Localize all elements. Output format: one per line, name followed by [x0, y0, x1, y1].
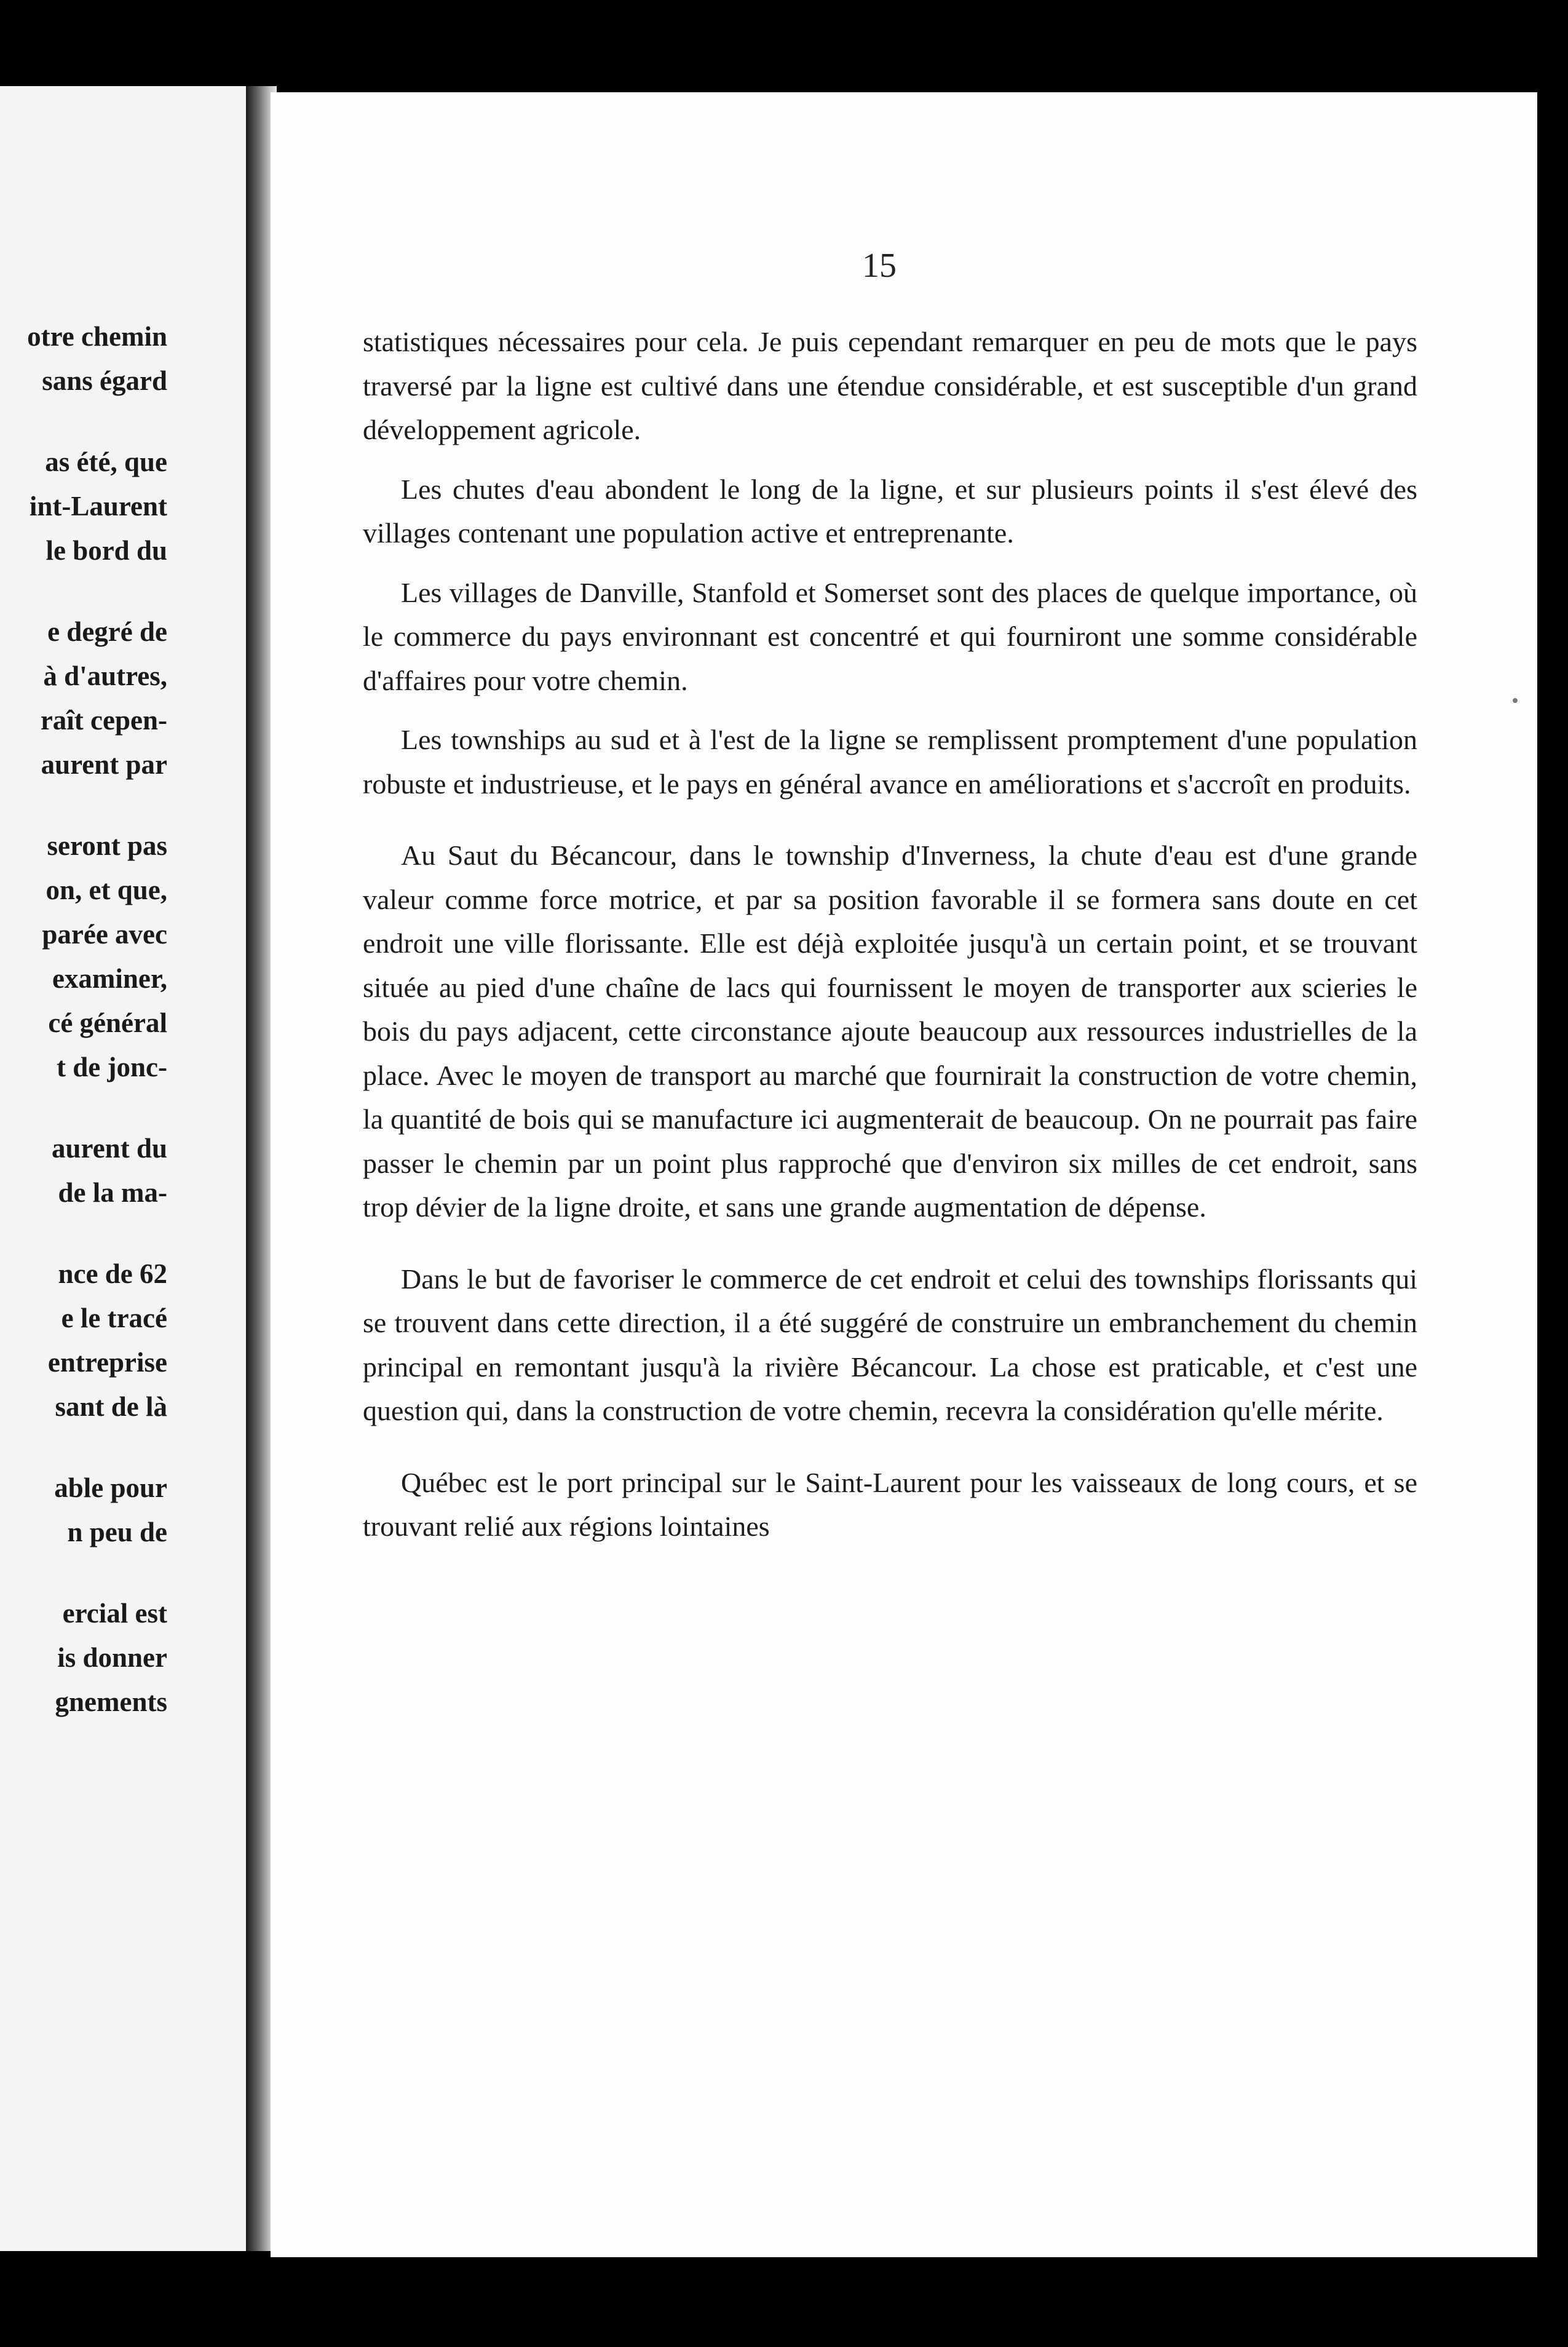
facing-page-line: examiner, — [52, 963, 167, 994]
facing-page-line: otre chemin — [27, 321, 167, 352]
facing-page-line: parée avec — [42, 919, 167, 950]
paragraph: statistiques nécessaires pour cela. Je puis cependant remarquer en peu de mots que le pays traversé par la ligne est cultivé dans une étendue considérable, et est susceptible d'un grand développement agricole. — [363, 326, 1417, 445]
facing-page-line: de la ma- — [58, 1177, 167, 1208]
facing-page-line: nce de 62 — [58, 1258, 167, 1289]
main-page — [271, 92, 1537, 2257]
facing-page-line: seront pas — [47, 830, 167, 861]
facing-page-line: n peu de — [67, 1517, 167, 1547]
facing-page-line: gnements — [55, 1686, 167, 1717]
paragraph: Québec est le port principal sur le Saint-Laurent pour les vaisseaux de long cours, et se trouvant relié aux régions lointaines — [363, 1466, 1417, 1542]
facing-page-line: ercial est — [62, 1598, 167, 1629]
facing-page-line: sans égard — [42, 365, 167, 396]
facing-page-line: entreprise — [47, 1347, 167, 1378]
facing-page-line: e degré de — [47, 616, 167, 647]
facing-page-line: à d'autres, — [43, 661, 167, 691]
facing-page-line: e le tracé — [61, 1303, 167, 1333]
body-text — [363, 320, 1417, 1564]
facing-page-line: sant de là — [55, 1391, 167, 1422]
facing-page-line: on, et que, — [46, 875, 167, 905]
paragraph: Dans le but de favoriser le commerce de cet endroit et celui des townships florissants qui se trouvent dans cette direction, il a été suggéré de construire un embranchement du chemin principal en remontant jusqu'à la rivière Bécancour. La chose est praticable, et c'est une question qui, dans la construction de votre chemin, recevra la considération qu'elle mérite. — [363, 1263, 1417, 1426]
facing-page-line: le bord du — [46, 535, 167, 566]
facing-page-line: int-Laurent — [29, 491, 167, 522]
facing-page-line: aurent du — [52, 1133, 167, 1164]
facing-page-line: aurent par — [41, 749, 167, 780]
paragraph: Au Saut du Bécancour, dans le township d'Inverness, la chute d'eau est d'une grande valeur comme force motrice, et par sa position favorable il se formera sans doute en cet endroit une ville florissante. Elle est déjà exploitée jusqu'à un certain point, et se trouvant située au pied d'une chaîne de lacs qui fournissent le moyen de transporter aux scieries le bois du pays adjacent, cette circonstance ajoute beaucoup aux ressources industrielles de la place. Avec le moyen de transport au marché que fournirait la construction de votre chemin, la quantité de bois qui se manufacture ici augmenterait de beaucoup. On ne pourrait pas faire passer le chemin par un point plus rapproché que d'environ six milles de cet endroit, sans trop dévier de la ligne droite, et sans une grande augmentation de dépense. — [363, 840, 1417, 1223]
paragraph: Les townships au sud et à l'est de la ligne se remplissent promptement d'une population robuste et industrieuse, et le pays en général avance en améliorations et s'accroît en produits. — [363, 724, 1417, 800]
facing-page-line: is donner — [57, 1642, 167, 1673]
facing-page-line: t de jonc- — [57, 1052, 167, 1082]
paragraph: Les villages de Danville, Stanfold et Somerset sont des places de quelque importance, où le commerce du pays environnant est concentré et qui fourniront une somme considérable d'affaires pour votre chemin. — [363, 576, 1417, 696]
stray-mark — [1513, 698, 1518, 703]
paragraph: Les chutes d'eau abondent le long de la ligne, et sur plusieurs points il s'est élevé des villages contenant une population active et entreprenante. — [363, 473, 1417, 549]
facing-page-line: able pour — [54, 1472, 167, 1503]
facing-page — [0, 86, 246, 2251]
facing-page-line: cé général — [48, 1007, 167, 1038]
facing-page-line: raît cepen- — [40, 705, 167, 736]
facing-page-line: as été, que — [45, 447, 167, 477]
page-number: 15 — [862, 247, 897, 285]
